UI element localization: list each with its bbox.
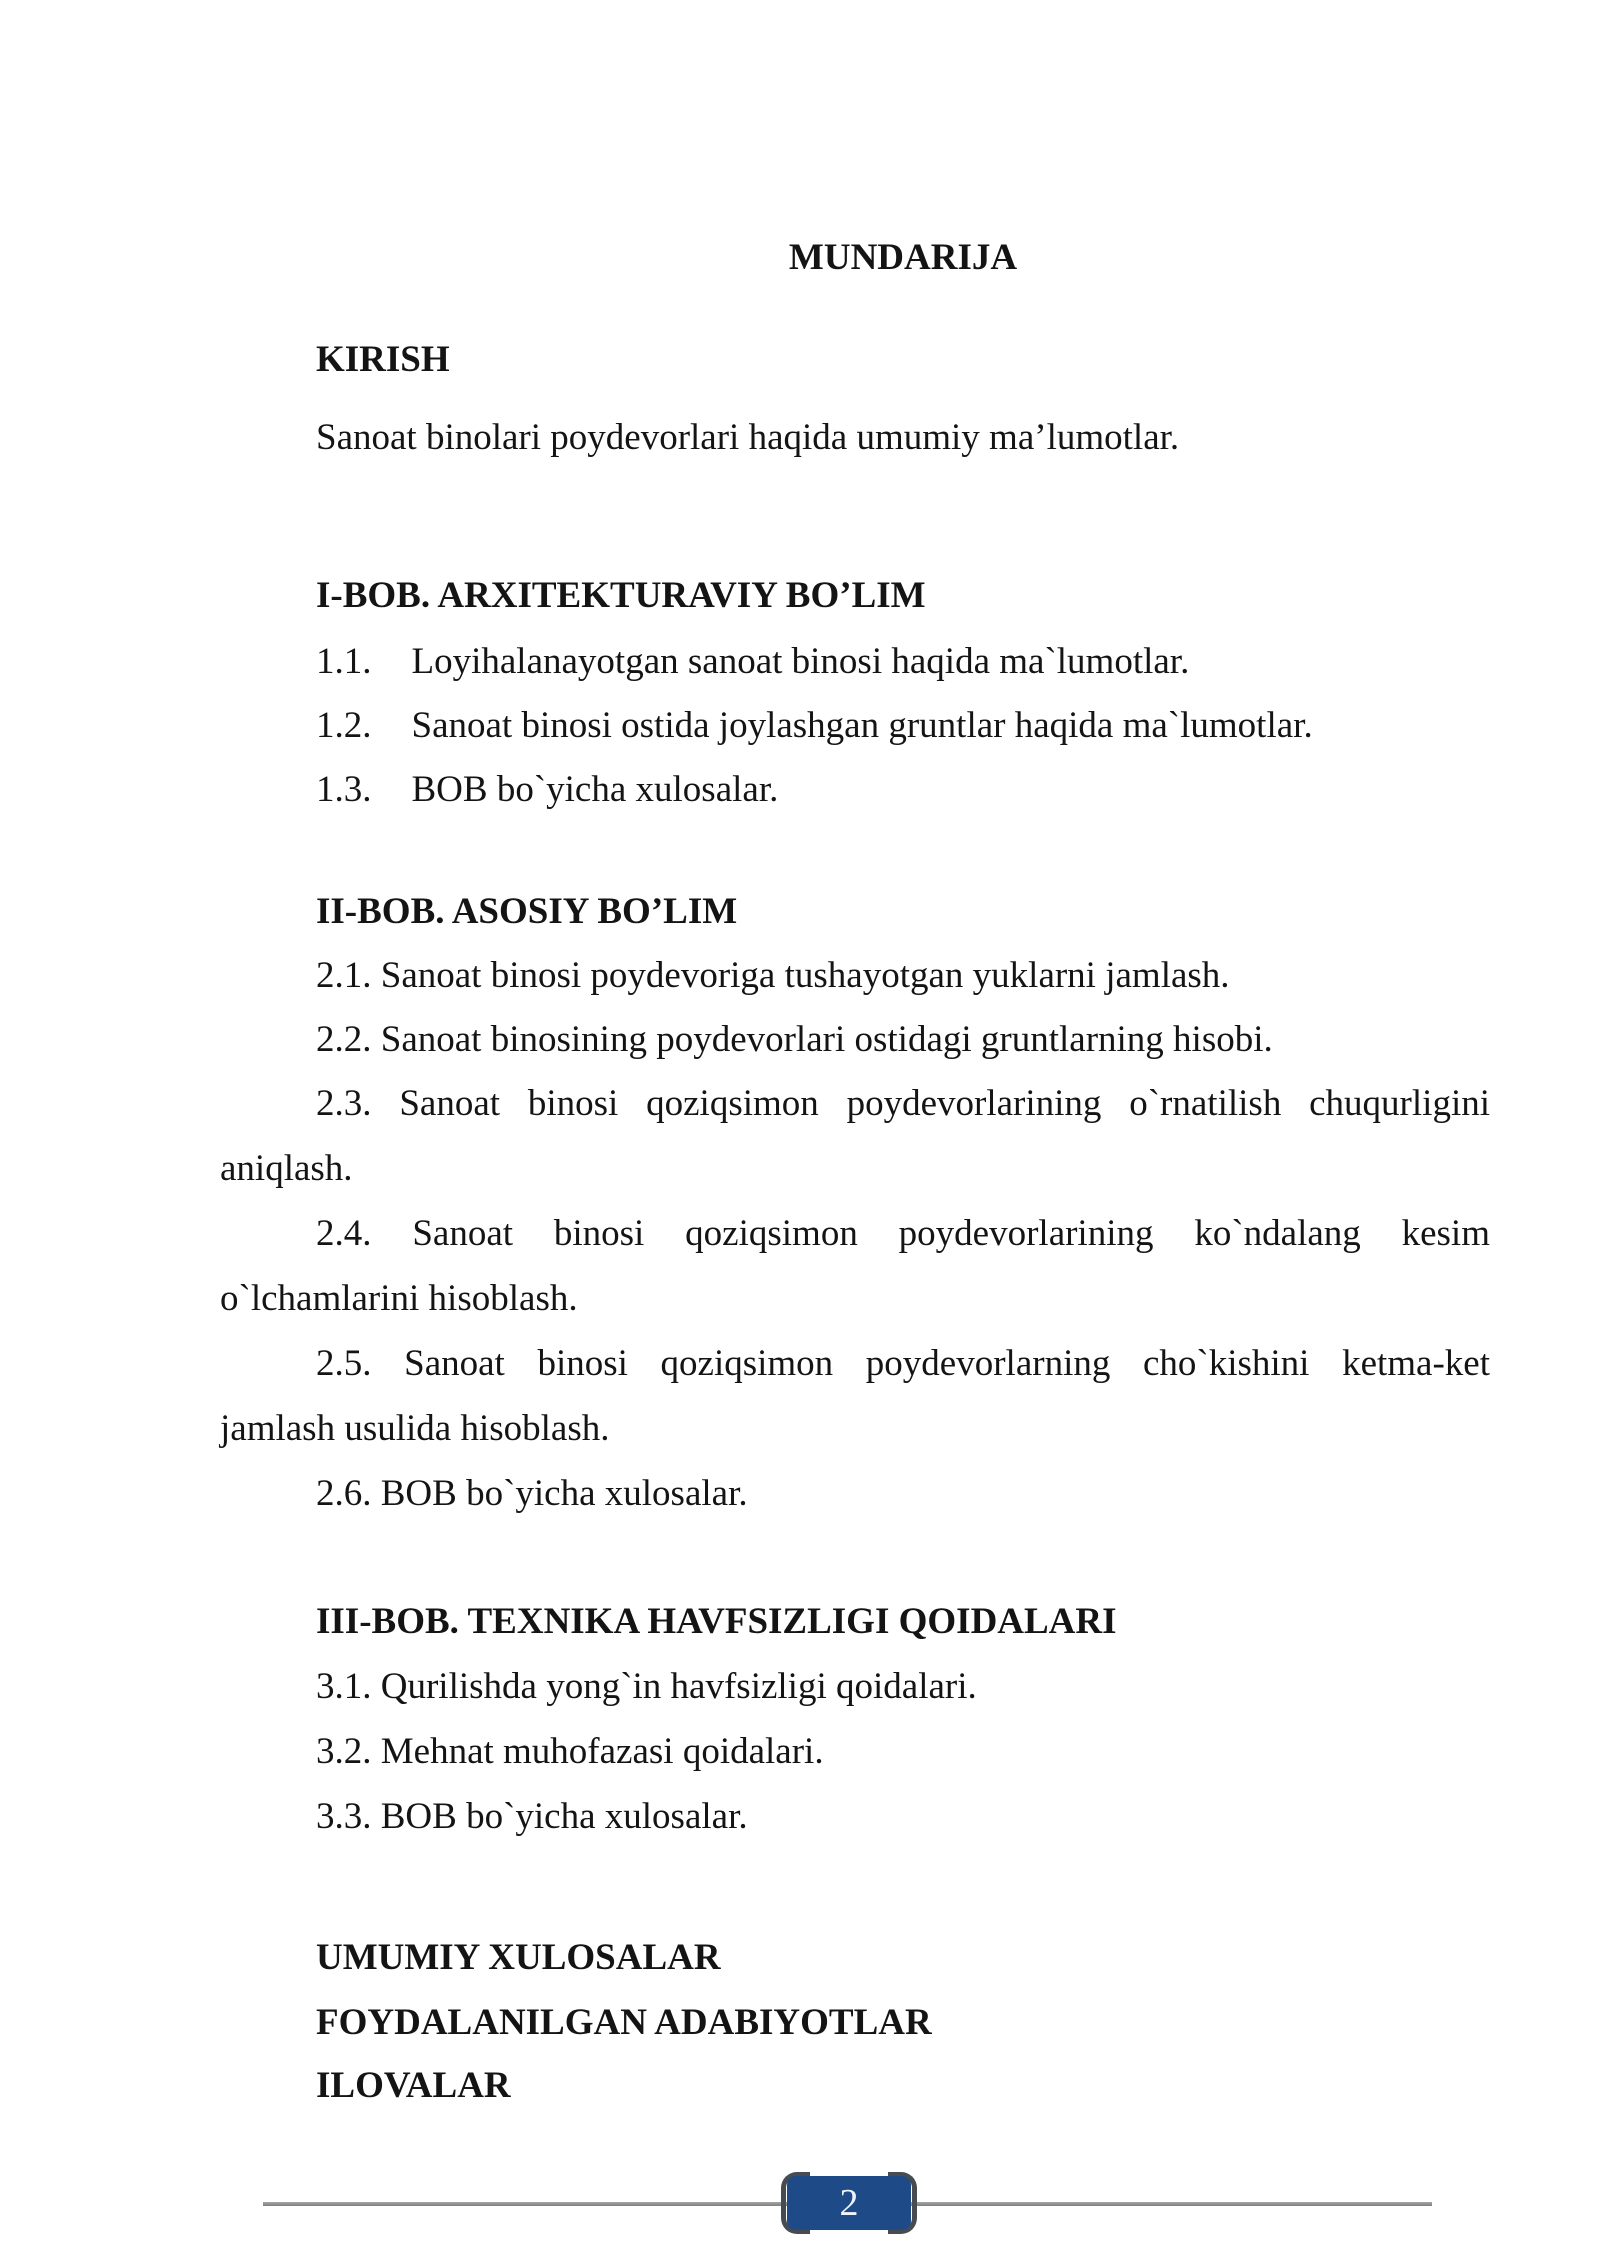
- page-number: 2: [787, 2176, 911, 2230]
- toc-item-2-4-line-2: o`lchamlarini hisoblash.: [220, 1278, 578, 1319]
- chapter-1-heading: I-BOB. ARXITEKTURAVIY BO’LIM: [316, 575, 926, 616]
- toc-item-2-6: 2.6. BOB bo`yicha xulosalar.: [316, 1473, 748, 1514]
- item-text: BOB bo`yicha xulosalar.: [411, 769, 779, 810]
- page-title: MUNDARIJA: [788, 237, 1018, 278]
- chapter-3-heading: III-BOB. TEXNIKA HAVFSIZLIGI QOIDALARI: [316, 1601, 1117, 1642]
- item-number: 1.2.: [316, 705, 372, 746]
- toc-item-2-5-line-2: jamlash usulida hisoblash.: [220, 1408, 610, 1449]
- toc-item-2-5-line-1: 2.5. Sanoat binosi qoziqsimon poydevorlarning cho`kishini ketma-ket: [316, 1343, 1490, 1384]
- chapter-2-heading: II-BOB. ASOSIY BO’LIM: [316, 891, 738, 932]
- closing-foydalanilgan-adabiyotlar: FOYDALANILGAN ADABIYOTLAR: [316, 2002, 932, 2043]
- toc-item-2-3-line-2: aniqlash.: [220, 1148, 353, 1189]
- kirish-paragraph: Sanoat binolari poydevorlari haqida umumiy ma’lumotlar.: [316, 417, 1180, 458]
- kirish-heading: KIRISH: [316, 339, 450, 380]
- item-number: 1.1.: [316, 641, 372, 682]
- closing-ilovalar: ILOVALAR: [316, 2065, 511, 2106]
- toc-item-1-2: [220, 693, 1490, 758]
- toc-item-3-1: 3.1. Qurilishda yong`in havfsizligi qoidalari.: [316, 1666, 977, 1707]
- closing-umumiy-xulosalar: UMUMIY XULOSALAR: [316, 1937, 721, 1978]
- item-number: 1.3.: [316, 769, 372, 810]
- toc-item-1-3: [220, 757, 1490, 822]
- item-text: Sanoat binosi ostida joylashgan gruntlar haqida ma`lumotlar.: [411, 705, 1313, 746]
- toc-item-2-2: 2.2. Sanoat binosining poydevorlari ostidagi gruntlarning hisobi.: [316, 1019, 1273, 1060]
- toc-item-3-2: 3.2. Mehnat muhofazasi qoidalari.: [316, 1731, 824, 1772]
- page-number-badge: [787, 2176, 911, 2230]
- toc-item-2-4-line-1: 2.4. Sanoat binosi qoziqsimon poydevorlarining ko`ndalang kesim: [316, 1213, 1490, 1254]
- toc-item-1-1: [220, 629, 1490, 694]
- toc-item-2-3-line-1: 2.3. Sanoat binosi qoziqsimon poydevorlarining o`rnatilish chuqurligini: [316, 1083, 1490, 1124]
- item-text: Loyihalanayotgan sanoat binosi haqida ma`lumotlar.: [411, 641, 1190, 682]
- toc-item-2-1: 2.1. Sanoat binosi poydevoriga tushayotgan yuklarni jamlash.: [316, 955, 1230, 996]
- toc-item-3-3: 3.3. BOB bo`yicha xulosalar.: [316, 1796, 748, 1837]
